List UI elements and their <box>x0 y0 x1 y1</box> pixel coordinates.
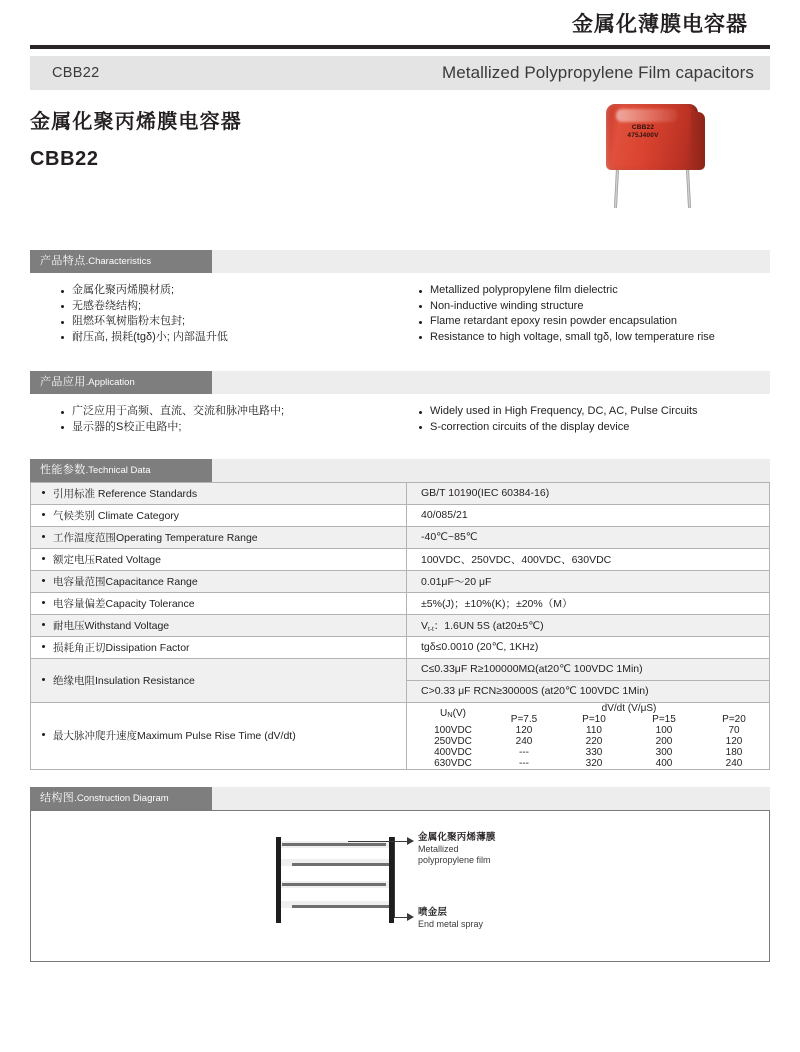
capacitor-highlight <box>616 109 678 122</box>
row-label-text: 电容量偏差Capacity Tolerance <box>41 596 406 611</box>
list-item: 金属化聚丙烯膜材质; <box>60 283 400 299</box>
dvdt-value: 240 <box>489 736 559 747</box>
pitch-header: P=15 <box>629 714 699 725</box>
table-row <box>31 504 770 526</box>
list-item: Widely used in High Frequency, DC, AC, Pulse Circuits <box>418 404 770 420</box>
product-type-english: Metallized Polypropylene Film capacitors <box>441 63 754 82</box>
table-row <box>31 614 770 636</box>
row-value-text: tgδ≤0.0010 (20℃, 1KHz) <box>421 641 539 654</box>
dvdt-value: 200 <box>629 736 699 747</box>
insulation-label <box>31 658 407 702</box>
vtt-rest: 1.6UN 5S (at20±5℃) <box>444 619 544 632</box>
diagram-label-spray-en: End metal spray <box>418 918 484 929</box>
technical-header <box>30 459 770 482</box>
dvdt-value: 110 <box>559 725 629 736</box>
row-value-text: -40℃~85℃ <box>421 531 478 544</box>
dvdt-value: 100 <box>629 725 699 736</box>
characteristics-list-cn <box>60 283 400 345</box>
table-row-pulse <box>31 702 770 769</box>
insulation-value-2-text: C>0.33 μF RCN≥30000S (at20℃ 100VDC 1Min) <box>421 685 649 698</box>
row-value-text: ±5%(J)；±10%(K)；±20%（M） <box>421 597 573 610</box>
application-header-fill <box>212 371 770 394</box>
top-title-row <box>0 0 800 40</box>
table-row-insulation <box>31 658 770 680</box>
section-technical-data <box>30 459 770 770</box>
row-label-text: 额定电压Rated Voltage <box>41 552 406 567</box>
row-label <box>31 548 407 570</box>
dvdt-value: 330 <box>559 747 629 758</box>
spray-leader-line <box>394 917 408 918</box>
characteristics-col-cn <box>30 283 400 345</box>
list-item: Resistance to high voltage, small tgδ, low temperature rise <box>418 330 770 346</box>
un-header-cell <box>417 703 489 725</box>
insulation-value-1 <box>407 658 770 680</box>
row-label <box>31 570 407 592</box>
dvdt-value: 240 <box>699 758 769 769</box>
dvdt-table <box>417 703 769 769</box>
row-value <box>407 614 770 636</box>
row-label-text: 工作温度范围Operating Temperature Range <box>41 530 406 545</box>
row-label <box>31 614 407 636</box>
application-col-cn <box>30 404 400 435</box>
dvdt-value: 400 <box>629 758 699 769</box>
metallized-strip <box>282 843 386 846</box>
row-label <box>31 526 407 548</box>
characteristics-title-cn: 产品特点 <box>40 255 86 267</box>
spray-leader-arrow <box>407 913 414 921</box>
un-subscript: N <box>447 710 453 720</box>
dvdt-value: --- <box>489 747 559 758</box>
characteristics-body <box>30 273 770 355</box>
row-value <box>407 570 770 592</box>
dvdt-value: 320 <box>559 758 629 769</box>
dvdt-value: 120 <box>699 736 769 747</box>
row-label-text: 损耗角正切Dissipation Factor <box>41 640 406 655</box>
characteristics-header-fill <box>212 250 770 273</box>
row-value <box>407 526 770 548</box>
row-value-text: 40/085/21 <box>421 509 468 522</box>
metallized-strip <box>292 905 390 908</box>
film-leader-line <box>348 841 408 842</box>
technical-title-cn: 性能参数 <box>40 463 86 476</box>
pulse-label-text: 最大脉冲爬升速度Maximum Pulse Rise Time (dV/dt) <box>41 728 406 743</box>
dvdt-voltage: 250VDC <box>417 736 489 747</box>
list-item: Metallized polypropylene film dielectric <box>418 283 770 299</box>
characteristics-header <box>30 250 770 273</box>
dvdt-data-row <box>417 747 769 758</box>
withstand-voltage-value <box>417 618 769 633</box>
capacitor-lead-left <box>614 168 619 208</box>
capacitor-lead-right <box>686 168 691 208</box>
model-subtitle-bar <box>30 56 770 90</box>
diagram-label-film <box>418 832 516 866</box>
construction-header-tab <box>30 787 212 810</box>
dvdt-value: 220 <box>559 736 629 747</box>
capacitor-side-face <box>691 112 705 170</box>
row-label-text: 电容量范围Capacitance Range <box>41 574 406 589</box>
list-item: 显示器的S校正电路中; <box>60 420 400 436</box>
product-intro-block <box>30 90 770 250</box>
construction-header-fill <box>212 787 770 810</box>
spray-leader-vertical <box>394 837 395 917</box>
application-col-en <box>400 404 770 435</box>
row-value <box>407 504 770 526</box>
title-divider <box>30 45 770 49</box>
characteristics-title-en: .Characteristics <box>85 256 152 267</box>
application-header <box>30 371 770 394</box>
table-row <box>31 570 770 592</box>
table-row <box>31 526 770 548</box>
row-value-text: 0.01μF～20 μF <box>421 575 492 588</box>
list-item: S-correction circuits of the display device <box>418 420 770 436</box>
row-label-text: 气候类别 Climate Category <box>41 508 406 523</box>
metallized-strip <box>292 863 390 866</box>
characteristics-list-en <box>418 283 770 345</box>
list-item: 广泛应用于高频、直流、交流和脉冲电路中; <box>60 404 400 420</box>
section-characteristics <box>30 250 770 355</box>
pitch-header: P=7.5 <box>489 714 559 725</box>
product-name-cn: 金属化聚丙烯膜电容器 <box>30 111 242 133</box>
diagram-label-film-en: Metallized polypropylene film <box>418 843 491 865</box>
technical-data-table <box>30 482 770 770</box>
construction-diagram-box <box>30 810 770 962</box>
metallized-strip <box>282 883 386 886</box>
table-row <box>31 636 770 658</box>
list-item: Flame retardant epoxy resin powder encapsulation <box>418 314 770 330</box>
list-item: 耐压高, 损耗(tgδ)小; 内部温升低 <box>60 330 400 346</box>
table-row <box>31 592 770 614</box>
capacitor-photo <box>584 98 734 210</box>
dvdt-voltage: 630VDC <box>417 758 489 769</box>
application-title-cn: 产品应用 <box>40 376 86 389</box>
model-code: CBB22 <box>52 65 100 81</box>
application-list-en <box>418 404 770 435</box>
capacitor-cross-section <box>276 831 516 929</box>
table-row <box>31 548 770 570</box>
row-label-text: 引用标准 Reference Standards <box>41 486 406 501</box>
section-application <box>30 371 770 445</box>
pulse-table-cell <box>407 702 770 769</box>
un-symbol: U <box>440 708 448 720</box>
row-value <box>407 548 770 570</box>
row-label-text: 耐电压Withstand Voltage <box>41 618 406 633</box>
characteristics-header-tab <box>30 250 212 273</box>
technical-header-tab <box>30 459 212 482</box>
application-header-tab <box>30 371 212 394</box>
technical-header-fill <box>212 459 770 482</box>
section-construction-diagram <box>30 787 770 962</box>
dvdt-data-row <box>417 725 769 736</box>
un-suffix: (V) <box>452 708 466 720</box>
list-item: Non-inductive winding structure <box>418 299 770 315</box>
technical-title-en: .Technical Data <box>85 464 151 476</box>
vtt-colon: ： <box>433 619 445 632</box>
row-label <box>31 592 407 614</box>
diagram-label-film-cn: 金属化聚丙烯薄膜 <box>418 831 496 843</box>
construction-header <box>30 787 770 810</box>
row-label <box>31 636 407 658</box>
end-spray-bar-left <box>276 837 281 923</box>
capacitor-print-line1: CBB22 <box>631 124 655 131</box>
dvdt-value: 120 <box>489 725 559 736</box>
dvdt-value: --- <box>489 758 559 769</box>
pitch-header: P=10 <box>559 714 629 725</box>
application-body <box>30 394 770 445</box>
vtt-subscript: t-t <box>428 625 434 633</box>
row-value-text: GB/T 10190(IEC 60384-16) <box>421 487 550 500</box>
product-model: CBB22 <box>30 148 99 170</box>
row-value <box>407 482 770 504</box>
row-value-text: 100VDC、250VDC、400VDC、630VDC <box>421 553 612 566</box>
insulation-value-1-text: C≤0.33μF R≥100000MΩ(at20℃ 100VDC 1Min) <box>421 663 643 676</box>
capacitor-print-line2: 475J400V <box>627 132 659 139</box>
capacitor-print <box>612 124 674 140</box>
dvdt-header-cell: dV/dt (V/μS) <box>489 703 769 714</box>
insulation-value-2 <box>407 680 770 702</box>
pitch-header: P=20 <box>699 714 769 725</box>
dvdt-voltage: 100VDC <box>417 725 489 736</box>
vtt-symbol: V <box>421 619 429 632</box>
dvdt-value: 180 <box>699 747 769 758</box>
construction-title-cn: 结构图 <box>40 791 75 804</box>
diagram-label-spray <box>418 907 483 930</box>
list-item: 阻燃环氧树脂粉末包封; <box>60 314 400 330</box>
dvdt-data-row <box>417 736 769 747</box>
insulation-label-text: 绝缘电阻Insulation Resistance <box>41 673 406 688</box>
dvdt-header-row <box>417 703 769 714</box>
row-value <box>407 636 770 658</box>
characteristics-col-en <box>400 283 770 345</box>
row-value <box>407 592 770 614</box>
dvdt-data-row <box>417 758 769 769</box>
application-title-en: .Application <box>85 377 135 389</box>
application-list-cn <box>60 404 400 435</box>
dvdt-value: 300 <box>629 747 699 758</box>
pulse-label <box>31 702 407 769</box>
construction-title-en: .Construction Diagram <box>74 792 169 804</box>
dvdt-value: 70 <box>699 725 769 736</box>
diagram-label-spray-cn: 喷金层 <box>418 906 448 918</box>
table-row <box>31 482 770 504</box>
dvdt-voltage: 400VDC <box>417 747 489 758</box>
row-label <box>31 504 407 526</box>
row-label <box>31 482 407 504</box>
page-title: 金属化薄膜电容器 <box>572 13 748 36</box>
film-leader-arrow <box>407 837 414 845</box>
list-item: 无感卷绕结构; <box>60 299 400 315</box>
